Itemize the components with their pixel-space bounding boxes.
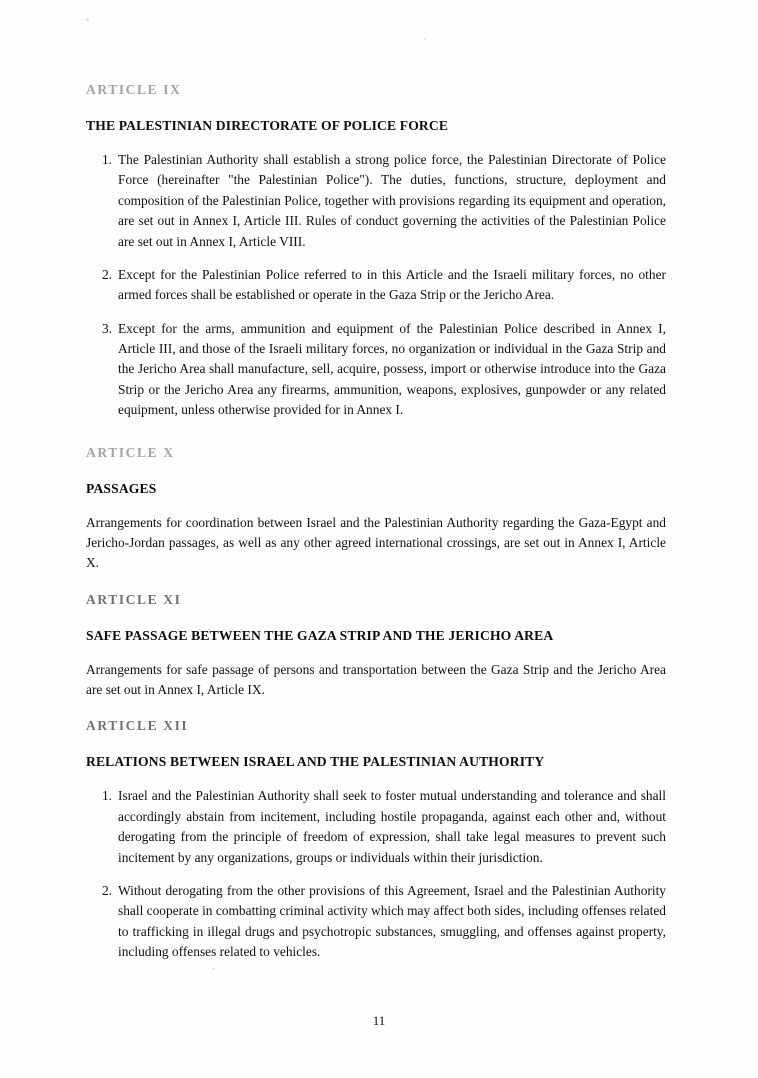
clause-list-ix [86,150,666,421]
clause-item [86,150,666,252]
clause-item [86,881,666,963]
clause-list-xii [86,786,666,962]
clause-number: 1. [101,788,112,804]
clause-text: Except for the Palestinian Police referred to in this Article and the Israeli military forces, no other armed forces shall be established or operate in the Gaza Strip or the Jericho Area. [118,266,666,303]
clause-item [86,265,666,306]
section-article-x [86,445,666,574]
section-article-xii [86,718,666,962]
page-number: 11 [372,1013,386,1028]
clause-number: 2. [101,882,112,898]
article-label-xii: ARTICLE XII [86,718,189,734]
section-article-ix [86,82,666,421]
section-title-x: PASSAGES [86,480,157,496]
document-body [86,82,666,980]
article-label-x: ARTICLE X [86,444,175,460]
clause-number: 3. [101,320,112,336]
section-article-xi [86,592,666,701]
clause-text: The Palestinian Authority shall establish a strong police force, the Palestinian Directorate of Police Force (hereinafter "the Palestinian Police"). The duties, functions, structure, deployment and composition of the Palestinian Police, together with provisions regarding its equipment and operation, are set out in Annex I, Article III. Rules of conduct governing the activities of the Palestinian Police are set out in Annex I, Article VIII. [118,152,666,249]
section-title-ix: THE PALESTINIAN DIRECTORATE OF POLICE FORCE [86,118,449,133]
section-title-xii: RELATIONS BETWEEN ISRAEL AND THE PALESTINIAN AUTHORITY [86,754,545,770]
scan-speck [424,38,426,40]
clause-text: Except for the arms, ammunition and equipment of the Palestinian Police described in Annex I, Article III, and those of the Israeli military forces, no organization or individual in the Gaza Strip and the Jericho Area shall manufacture, sell, acquire, possess, import or otherwise introduce into the Gaza Strip or the Jericho Area any firearms, ammunition, weapons, explosives, gunpowder or any related equipment, unless otherwise provided for in Annex I. [118,320,666,418]
clause-text: Israel and the Palestinian Authority shall seek to foster mutual understanding and tolerance and shall accordingly abstain from incitement, including hostile propaganda, against each other and, without derogating from the principle of freedom of expression, shall take legal measures to prevent such incitement by any organizations, groups or individuals within their jurisdiction. [118,788,666,865]
section-paragraph: Arrangements for safe passage of persons and transportation between the Gaza Strip and the Jericho Area are set out in Annex I, Article IX. [86,661,666,697]
article-label-ix: ARTICLE IX [86,82,182,97]
section-paragraph: Arrangements for coordination between Israel and the Palestinian Authority regarding the Gaza-Egypt and Jericho-Jordan passages, as well as any other agreed international crossings, are set out in Annex I, Article X. [86,514,666,571]
scan-speck [86,18,89,21]
article-label-xi: ARTICLE XI [86,591,182,607]
clause-number: 2. [101,266,112,282]
section-title-xi: SAFE PASSAGE BETWEEN THE GAZA STRIP AND THE JERICHO AREA [86,627,554,643]
clause-item [86,319,666,421]
clause-item [86,786,666,868]
clause-text: Without derogating from the other provisions of this Agreement, Israel and the Palestinian Authority shall cooperate in combatting criminal activity which may affect both sides, including offenses related to trafficking in illegal drugs and psychotropic substances, smuggling, and offenses against property, including offenses related to vehicles. [118,882,666,959]
clause-number: 1. [101,152,112,167]
